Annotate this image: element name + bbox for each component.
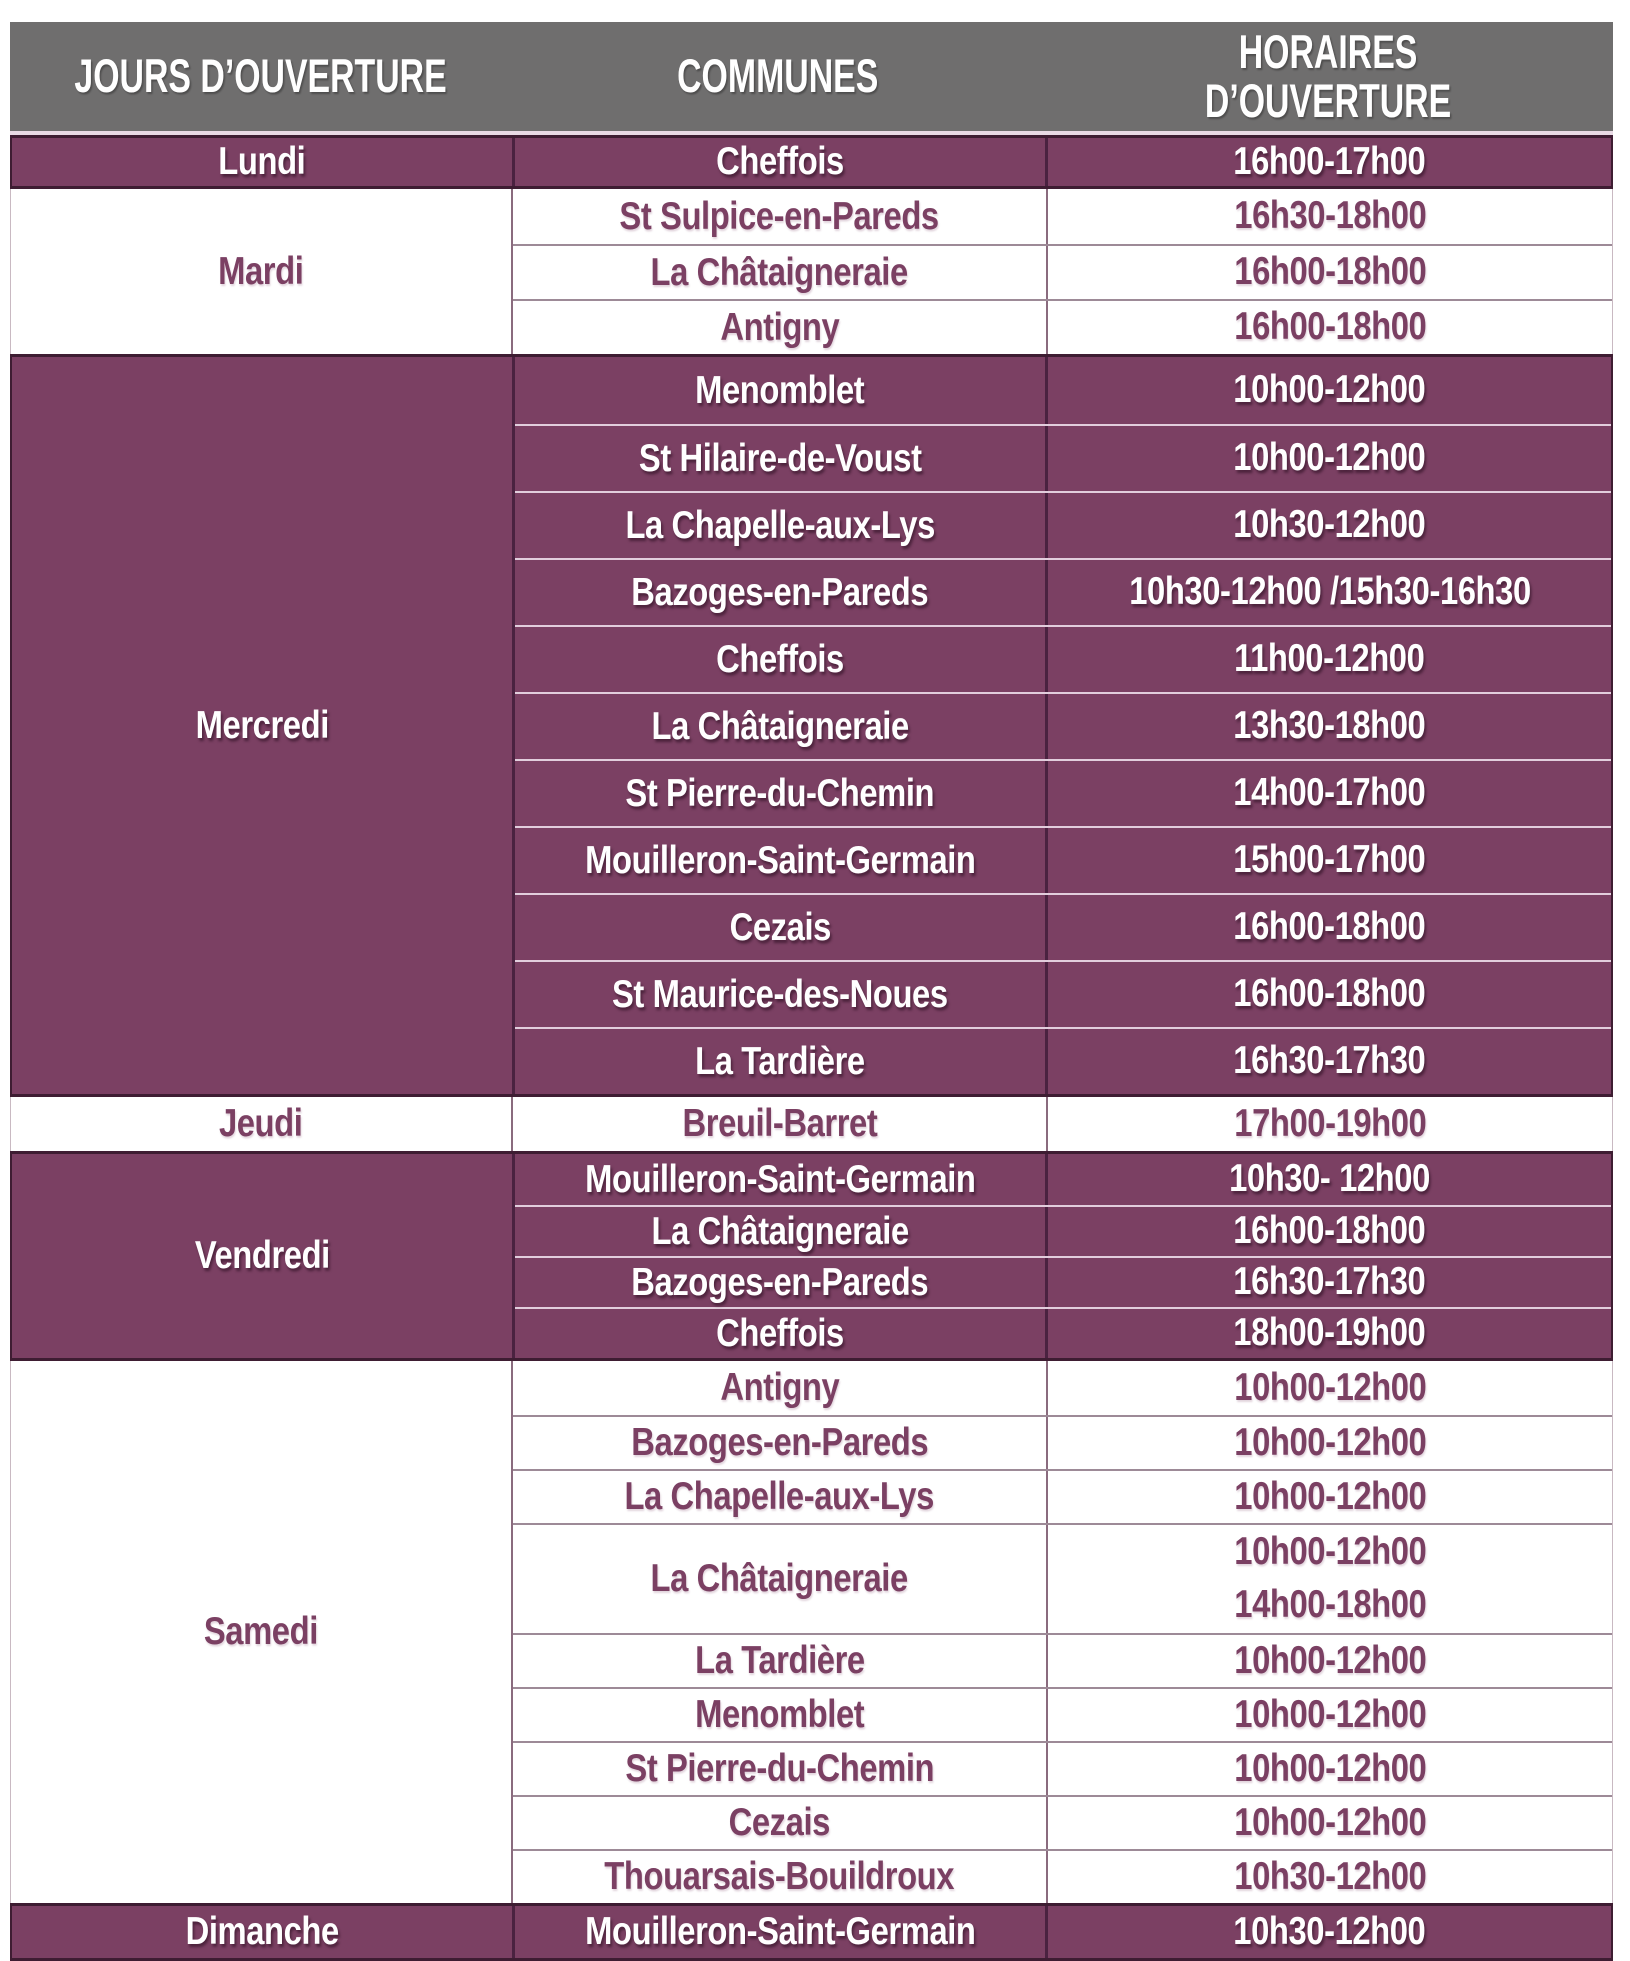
hours-cell [1045, 426, 1611, 491]
hours-value: 15h00-17h00 [1233, 838, 1426, 882]
commune-name: Cheffois [716, 1311, 844, 1355]
day-cell [11, 189, 511, 354]
commune-name: Mouilleron-Saint-Germain [584, 1910, 976, 1953]
commune-name: La Chapelle-aux-Lys [625, 503, 935, 547]
commune-name: St Maurice-des-Noues [612, 972, 948, 1016]
hours-cell [1045, 962, 1611, 1027]
commune-cell [513, 301, 1046, 354]
hours-value: 16h00-18h00 [1233, 905, 1426, 949]
hours-cell [1046, 1851, 1612, 1903]
day-label: Dimanche [185, 1910, 339, 1953]
hours-cell [1046, 301, 1612, 354]
schedule-row [513, 1795, 1612, 1849]
schedule-row [513, 1741, 1612, 1795]
day-label: Samedi [203, 1610, 319, 1653]
hours-cell [1046, 1097, 1612, 1151]
schedule-rows [512, 1906, 1611, 1958]
schedule-row [515, 138, 1611, 186]
commune-cell [515, 1258, 1045, 1307]
commune-name: St Sulpice-en-Pareds [619, 194, 940, 238]
commune-cell [515, 895, 1045, 960]
commune-name: La Châtaigneraie [650, 250, 909, 294]
schedule-rows [512, 1154, 1611, 1358]
commune-name: Cezais [729, 905, 831, 949]
hours-value: 10h00-12h00 [1233, 1365, 1427, 1409]
commune-name: St Hilaire-de-Voust [638, 436, 922, 480]
hours-value: 13h30-18h00 [1233, 704, 1426, 748]
hours-value: 17h00-19h00 [1233, 1101, 1427, 1145]
commune-name: Antigny [720, 1366, 839, 1409]
commune-cell [515, 627, 1045, 692]
commune-cell [515, 426, 1045, 491]
schedule-row [513, 1415, 1612, 1469]
commune-name: La Châtaigneraie [651, 1209, 909, 1253]
hours-cell [1045, 1207, 1611, 1256]
hours-cell [1045, 627, 1611, 692]
table-body [10, 135, 1613, 1961]
schedule-row [513, 1097, 1612, 1151]
commune-name: Mouilleron-Saint-Germain [584, 838, 976, 882]
day-cell [11, 1361, 511, 1903]
commune-cell [515, 828, 1045, 893]
hours-value: 10h00-12h00 [1233, 368, 1426, 412]
hours-cell [1046, 1471, 1612, 1523]
hours-cell [1046, 1743, 1612, 1795]
commune-name: La Châtaigneraie [650, 1557, 909, 1600]
commune-name: St Pierre-du-Chemin [625, 771, 935, 815]
commune-name: St Pierre-du-Chemin [625, 1747, 934, 1790]
hours-cell [1046, 1635, 1612, 1687]
commune-cell [513, 1797, 1046, 1849]
hours-value: 10h30-12h00 /15h30-16h30 [1128, 570, 1531, 614]
schedule-row [515, 1307, 1611, 1358]
hours-cell [1046, 189, 1612, 244]
commune-name: Breuil-Barret [682, 1102, 877, 1145]
hours-cell [1046, 246, 1612, 299]
commune-cell [513, 1471, 1046, 1523]
column-header-horaires [1043, 22, 1613, 131]
hours-value: 16h30-17h30 [1233, 1039, 1426, 1083]
schedule-row [515, 625, 1611, 692]
commune-cell [513, 1851, 1046, 1903]
hours-cell [1045, 1258, 1611, 1307]
hours-cell [1045, 138, 1611, 186]
day-section-mercredi [10, 354, 1613, 1097]
schedule-rows [512, 357, 1611, 1094]
schedule-row [515, 424, 1611, 491]
hours-value: 10h30-12h00 [1233, 1854, 1427, 1898]
hours-value: 10h30- 12h00 [1229, 1157, 1430, 1201]
schedule-row [513, 1469, 1612, 1523]
hours-cell [1046, 1361, 1612, 1415]
commune-cell [513, 1097, 1046, 1151]
hours-value: 11h00-12h00 [1234, 637, 1425, 681]
hours-value: 18h00-19h00 [1233, 1311, 1426, 1355]
commune-name: La Tardière [694, 1639, 865, 1682]
schedule-row [513, 244, 1612, 299]
day-cell [11, 1097, 511, 1151]
commune-name: Menomblet [694, 1693, 865, 1736]
commune-name: Thouarsais-Bouildroux [604, 1855, 955, 1898]
hours-cell [1045, 560, 1611, 625]
hours-value: 10h00-12h00 [1233, 1420, 1427, 1464]
hours-value: 10h00-12h00 [1233, 1800, 1427, 1844]
hours-value: 10h00-12h00 [1233, 1474, 1427, 1518]
schedule-row [513, 1633, 1612, 1687]
day-section-mardi [10, 189, 1613, 354]
hours-cell [1045, 357, 1611, 424]
hours-value: 10h00-12h00 [1233, 436, 1426, 480]
day-label: Lundi [218, 140, 306, 183]
schedule-row [515, 960, 1611, 1027]
commune-cell [515, 1029, 1045, 1094]
hours-cell [1045, 1906, 1611, 1958]
day-label: Jeudi [219, 1102, 303, 1145]
hours-value: 16h00-18h00 [1233, 250, 1427, 294]
schedule-row [513, 1361, 1612, 1415]
day-label: Mardi [218, 249, 304, 293]
hours-cell [1045, 1154, 1611, 1205]
table-header-row [10, 22, 1613, 135]
commune-name: Bazoges-en-Pareds [631, 1421, 928, 1464]
commune-name: Cheffois [716, 637, 844, 681]
day-section-dimanche [10, 1903, 1613, 1961]
day-section-samedi [10, 1361, 1613, 1903]
commune-cell [515, 1207, 1045, 1256]
hours-value: 16h00-18h00 [1233, 1209, 1426, 1253]
commune-cell [515, 357, 1045, 424]
hours-value: 10h00-12h00 [1233, 1638, 1427, 1682]
column-header-communes [512, 22, 1043, 131]
commune-name: Antigny [720, 305, 839, 349]
hours-cell [1046, 1525, 1612, 1633]
hours-value: 10h00-12h00 [1233, 1746, 1427, 1790]
commune-name: La Tardière [695, 1039, 865, 1083]
day-cell [12, 138, 512, 186]
hours-cell [1046, 1689, 1612, 1741]
opening-hours-table [10, 22, 1613, 1961]
column-header-horaires-line1: HORAIRES [1238, 24, 1418, 78]
commune-cell [513, 1689, 1046, 1741]
commune-cell [515, 1906, 1045, 1958]
commune-cell [513, 1635, 1046, 1687]
commune-name: Menomblet [695, 368, 865, 412]
column-header-jours-label: JOURS D’OUVERTURE [74, 49, 448, 103]
day-cell [12, 357, 512, 1094]
hours-value: 16h00-18h00 [1233, 305, 1427, 349]
schedule-row [513, 299, 1612, 354]
commune-cell [513, 1743, 1046, 1795]
hours-value-line: 14h00-18h00 [1233, 1583, 1427, 1626]
hours-cell [1046, 1797, 1612, 1849]
hours-value: 16h30-18h00 [1233, 194, 1427, 238]
schedule-row [515, 1906, 1611, 1958]
day-section-vendredi [10, 1151, 1613, 1361]
commune-name: Cezais [728, 1801, 831, 1844]
commune-cell [515, 493, 1045, 558]
schedule-row [515, 1154, 1611, 1205]
hours-value: 10h00-12h00 [1233, 1692, 1427, 1736]
commune-cell [515, 962, 1045, 1027]
hours-cell [1046, 1417, 1612, 1469]
schedule-row [515, 692, 1611, 759]
commune-cell [513, 1361, 1046, 1415]
schedule-row [515, 558, 1611, 625]
day-label: Mercredi [195, 703, 329, 747]
day-label: Vendredi [194, 1234, 330, 1277]
hours-cell [1045, 1029, 1611, 1094]
commune-cell [515, 138, 1045, 186]
schedule-rows [511, 1097, 1612, 1151]
commune-cell [515, 1309, 1045, 1358]
schedule-row [515, 893, 1611, 960]
hours-cell [1045, 1309, 1611, 1358]
column-header-jours [10, 22, 512, 131]
commune-name: Cheffois [716, 140, 844, 183]
schedule-rows [512, 138, 1611, 186]
hours-value: 10h30-12h00 [1233, 503, 1426, 547]
commune-cell [515, 560, 1045, 625]
column-header-communes-label: COMMUNES [676, 49, 879, 103]
hours-value: 16h00-18h00 [1233, 972, 1426, 1016]
schedule-rows [511, 1361, 1612, 1903]
commune-name: La Châtaigneraie [651, 704, 909, 748]
hours-cell [1045, 895, 1611, 960]
schedule-row [513, 1849, 1612, 1903]
commune-name: Mouilleron-Saint-Germain [584, 1157, 976, 1201]
day-cell [12, 1906, 512, 1958]
commune-cell [515, 761, 1045, 826]
commune-name: Bazoges-en-Pareds [631, 570, 929, 614]
commune-cell [515, 694, 1045, 759]
commune-cell [513, 1417, 1046, 1469]
hours-value: 14h00-17h00 [1233, 771, 1426, 815]
schedule-rows [511, 189, 1612, 354]
day-cell [12, 1154, 512, 1358]
schedule-row [513, 1523, 1612, 1633]
hours-value-line: 10h00-12h00 [1233, 1530, 1427, 1574]
schedule-row [515, 1027, 1611, 1094]
hours-cell [1045, 493, 1611, 558]
commune-name: La Chapelle-aux-Lys [624, 1475, 935, 1518]
schedule-row [515, 759, 1611, 826]
schedule-row [515, 1256, 1611, 1307]
hours-cell [1045, 828, 1611, 893]
commune-cell [515, 1154, 1045, 1205]
hours-value: 16h30-17h30 [1233, 1260, 1426, 1304]
hours-cell [1045, 761, 1611, 826]
column-header-horaires-line2: D’OUVERTURE [1204, 73, 1452, 127]
hours-cell [1045, 694, 1611, 759]
schedule-row [513, 1687, 1612, 1741]
commune-cell [513, 1525, 1046, 1633]
schedule-row [515, 1205, 1611, 1256]
schedule-row [513, 189, 1612, 244]
day-section-lundi [10, 135, 1613, 189]
schedule-row [515, 826, 1611, 893]
schedule-row [515, 491, 1611, 558]
commune-cell [513, 189, 1046, 244]
day-section-jeudi [10, 1097, 1613, 1151]
hours-value: 10h30-12h00 [1233, 1909, 1426, 1953]
commune-name: Bazoges-en-Pareds [631, 1260, 929, 1304]
hours-value: 16h00-17h00 [1233, 139, 1426, 183]
schedule-row [515, 357, 1611, 424]
commune-cell [513, 246, 1046, 299]
